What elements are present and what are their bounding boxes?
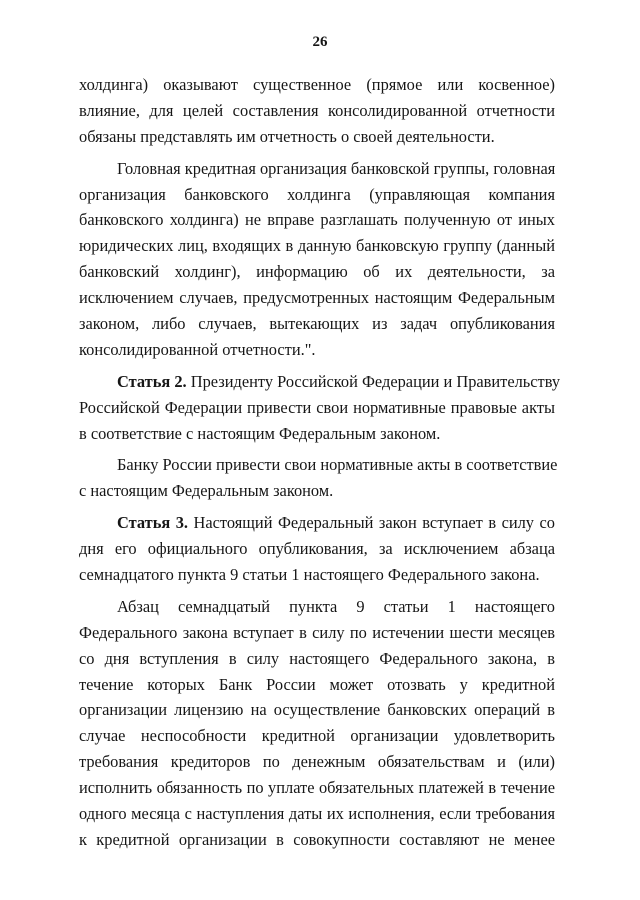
text-line: обязаны представлять им отчетность о своей деятельности.: [79, 126, 495, 146]
article-3-paragraph: [79, 510, 555, 588]
article-text: Настоящий Федеральный закон вступает в силу со: [193, 513, 555, 533]
text-line: требования кредиторов по денежным обязательствам и (или): [79, 752, 555, 772]
text-line: одного месяца с наступления даты их исполнения, если требования: [79, 804, 555, 824]
page-number: 26: [312, 34, 328, 50]
paragraph-4: [79, 452, 558, 504]
text-line: юридических лиц, входящих в данную банковскую группу (данный: [79, 236, 555, 256]
text-line: [79, 369, 561, 395]
text-line: Банку России привести свои нормативные акты в соответствие: [117, 455, 558, 475]
text-line: Абзац семнадцатый пункта 9 статьи 1 настоящего: [117, 596, 555, 616]
article-2-paragraph: [79, 369, 561, 447]
article-heading: Статья 3.: [117, 513, 189, 533]
text-line: исключением случаев, предусмотренных настоящим Федеральным: [79, 288, 555, 308]
text-line: семнадцатого пункта 9 статьи 1 настоящего Федерального закона.: [79, 565, 540, 585]
text-line: исполнить обязанность по уплате обязательных платежей в течение: [79, 778, 555, 798]
text-line: Российской Федерации привести свои нормативные правовые акты: [79, 397, 555, 417]
article-text: Президенту Российской Федерации и Правительству: [190, 371, 561, 391]
text-line: в соответствие с настоящим Федеральным законом.: [79, 423, 441, 443]
document-body: [79, 72, 561, 853]
text-line: организации лицензию на осуществление банковских операций в: [79, 700, 555, 720]
text-line: Головная кредитная организация банковской группы, головная: [117, 158, 556, 178]
text-line: случае неспособности кредитной организации удовлетворить: [79, 726, 555, 746]
text-line: банковский холдинг), информацию об их деятельности, за: [79, 262, 555, 282]
text-line: со дня вступления в силу настоящего Федерального закона, в: [79, 648, 555, 668]
text-line: Федерального закона вступает в силу по истечении шести месяцев: [79, 622, 555, 642]
text-line: к кредитной организации в совокупности составляют не менее: [79, 829, 555, 849]
paragraph-6: [79, 594, 555, 853]
text-line: законом, либо случаев, вытекающих из задач опубликования: [79, 314, 555, 334]
text-line: влияние, для целей составления консолидированной отчетности: [79, 100, 555, 120]
paragraph-1: [79, 72, 555, 150]
text-line: с настоящим Федеральным законом.: [79, 481, 334, 501]
text-line: консолидированной отчетности.".: [79, 339, 316, 359]
text-line: банковского холдинга) не вправе разглашать полученную от иных: [79, 210, 555, 230]
text-line: [79, 510, 555, 536]
paragraph-2: [79, 156, 555, 363]
article-heading: Статья 2.: [117, 371, 187, 391]
text-line: течение которых Банк России может отозвать у кредитной: [79, 674, 555, 694]
text-line: организация банковского холдинга (управляющая компания: [79, 184, 555, 204]
text-line: холдинга) оказывают существенное (прямое или косвенное): [79, 75, 555, 94]
text-line: дня его официального опубликования, за исключением абзаца: [79, 539, 555, 559]
